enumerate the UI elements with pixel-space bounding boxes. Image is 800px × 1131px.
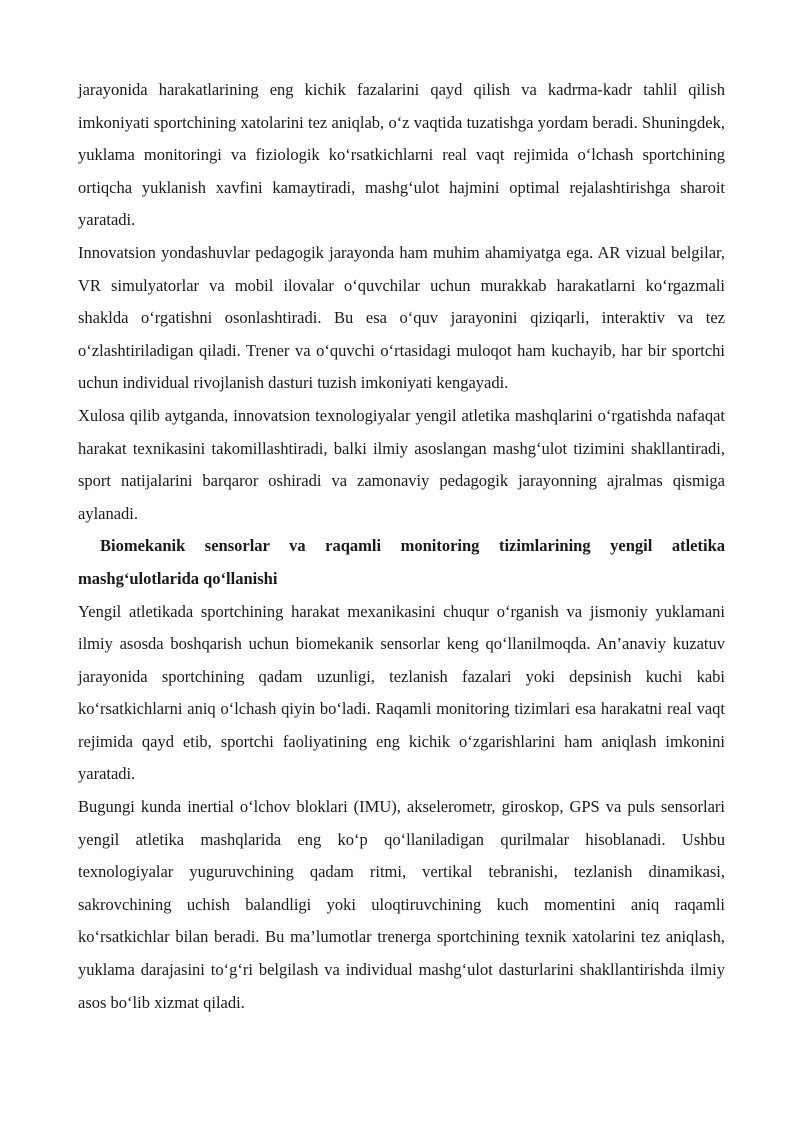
paragraph-conclusion: Xulosa qilib aytganda, innovatsion texnologiyalar yengil atletika mashqlarini o‘rgatishda nafaqat harakat texnikasini takomillashtiradi, balki ilmiy asoslangan mashg‘ulot tizimini shakllantiradi, sport natijalarini barqaror oshiradi va zamonaviy pedagogik jarayonning ajralmas qismiga aylanadi.	[78, 405, 725, 523]
paragraph-continuation: jarayonida harakatlarining eng kichik fazalarini qayd qilish va kadrma-kadr tahlil qilish imkoniyati sportchining xatolarini tez aniqlab, o‘z vaqtida tuzatishga yordam beradi. Shuningdek, yuklama monitoringi va fiziologik ko‘rsatkichlarni real vaqt rejimida o‘lchash sportchining ortiqcha yuklanish xavfini kamaytiradi, mashg‘ulot hajmini optimal rejalashtirishga sharoit yaratadi.	[78, 80, 725, 230]
paragraph-imu-devices: Bugungi kunda inertial o‘lchov bloklari (IMU), akselerometr, giroskop, GPS va puls sensorlari yengil atletika mashqlarida eng ko‘p qo‘llaniladigan qurilmalar hisoblanadi. Ushbu texnologiyalar yuguruvchining qadam ritmi, vertikal tebranishi, tezlanish dinamikasi, sakrovchining uchish balandligi yoki uloqtiruvchining kuch momentini aniq raqamli ko‘rsatkichlar bilan beradi. Bu ma’lumotlar trenerga sportchining texnik xatolarini tez aniqlash, yuklama darajasini to‘g‘ri belgilash va individual mashg‘ulot dasturlarini shakllantirishda ilmiy asos bo‘lib xizmat qiladi.	[78, 797, 725, 1012]
section-heading: Biomekanik sensorlar va raqamli monitoring tizimlarining yengil atletika mashg‘ulotlarida qo‘llanishi	[78, 536, 725, 588]
paragraph-innovative-approaches: Innovatsion yondashuvlar pedagogik jarayonda ham muhim ahamiyatga ega. AR vizual belgilar, VR simulyatorlar va mobil ilovalar o‘quvchilar uchun murakkab harakatlarni ko‘rgazmali shaklda o‘rgatishni osonlashtiradi. Bu esa o‘quv jarayonini qiziqarli, interaktiv va tez o‘zlashtiriladigan qiladi. Trener va o‘quvchi o‘rtasidagi muloqot ham kuchayib, har bir sportchi uchun individual rivojlanish dasturi tuzish imkoniyati kengayadi.	[78, 242, 725, 393]
paragraph-biomechanical-sensors: Yengil atletikada sportchining harakat mexanikasini chuqur o‘rganish va jismoniy yuklamani ilmiy asosda boshqarish uchun biomekanik sensorlar keng qo‘llanilmoqda. An’anaviy kuzatuv jarayonida sportchining qadam uzunligi, tezlanish fazalari yoki depsinish kuchi kabi ko‘rsatkichlarni aniq o‘lchash qiyin bo‘ladi. Raqamli monitoring tizimlari esa harakatni real vaqt rejimida qayd etib, sportchi faoliyatining eng kichik o‘zgarishlarini ham aniqlash imkonini yaratadi.	[78, 601, 725, 784]
document-page	[78, 74, 725, 1019]
